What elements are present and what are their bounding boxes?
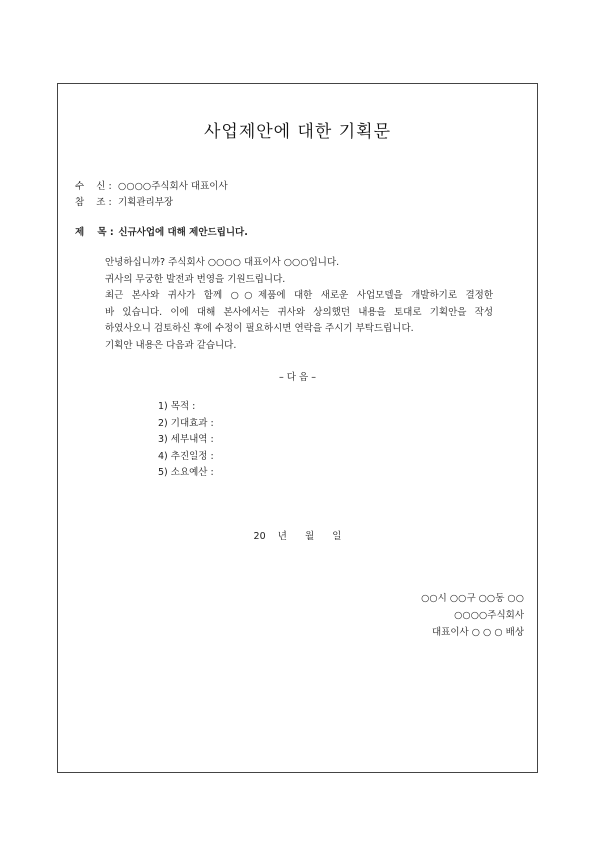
body-line: 하였사오니 검토하신 후에 수정이 필요하시면 연락을 주시기 부탁드립니다.	[105, 323, 414, 334]
list-item: 4) 추진일정 :	[158, 450, 214, 462]
subject-row	[75, 224, 248, 238]
separator-heading: – 다 음 –	[279, 372, 316, 383]
document-title: 사업제안에 대한 기획문	[203, 122, 392, 142]
item-list	[158, 399, 214, 482]
sender-block	[421, 590, 524, 641]
recipient-value: ○○○○주식회사 대표이사	[118, 181, 228, 192]
body-line: 귀사의 무궁한 발전과 번영을 기원드립니다.	[105, 273, 286, 285]
sender-signature: 대표이사 ○ ○ ○ 배상	[431, 627, 524, 638]
body-text	[105, 255, 493, 354]
reference-row	[75, 194, 173, 208]
list-item: 1) 목적 :	[158, 401, 196, 412]
list-item: 2) 기대효과 :	[158, 417, 214, 429]
body-line: 최근 본사와 귀사가 함께 ○○제품에 대한 새로운 사업모델을 개발하기로 결정한	[105, 290, 493, 301]
date-line: 20 년 월 일	[253, 531, 342, 542]
recipient-row	[75, 178, 228, 192]
recipient-label: 수 신 :	[75, 181, 112, 192]
body-line: 바 있습니다. 이에 대해 본사에서는 귀사와 상의했던 내용을 토대로 기획안을 작성	[105, 306, 493, 318]
subject-label: 제 목 :	[75, 227, 114, 238]
sender-company: ○○○○주식회사	[454, 610, 524, 621]
body-line: 기획안 내용은 다음과 같습니다.	[105, 339, 237, 351]
reference-label: 참 조 :	[75, 197, 112, 208]
reference-value: 기획관리부장	[118, 197, 174, 208]
subject-value: 신규사업에 대해 제안드립니다.	[118, 227, 248, 238]
sender-address: ○○시 ○○구 ○○동 ○○	[421, 593, 524, 604]
list-item: 5) 소요예산 :	[158, 467, 214, 478]
list-item: 3) 세부내역 :	[158, 434, 214, 445]
body-line: 안녕하십니까? 주식회사 ○○○○ 대표이사 ○○○입니다.	[105, 257, 340, 268]
